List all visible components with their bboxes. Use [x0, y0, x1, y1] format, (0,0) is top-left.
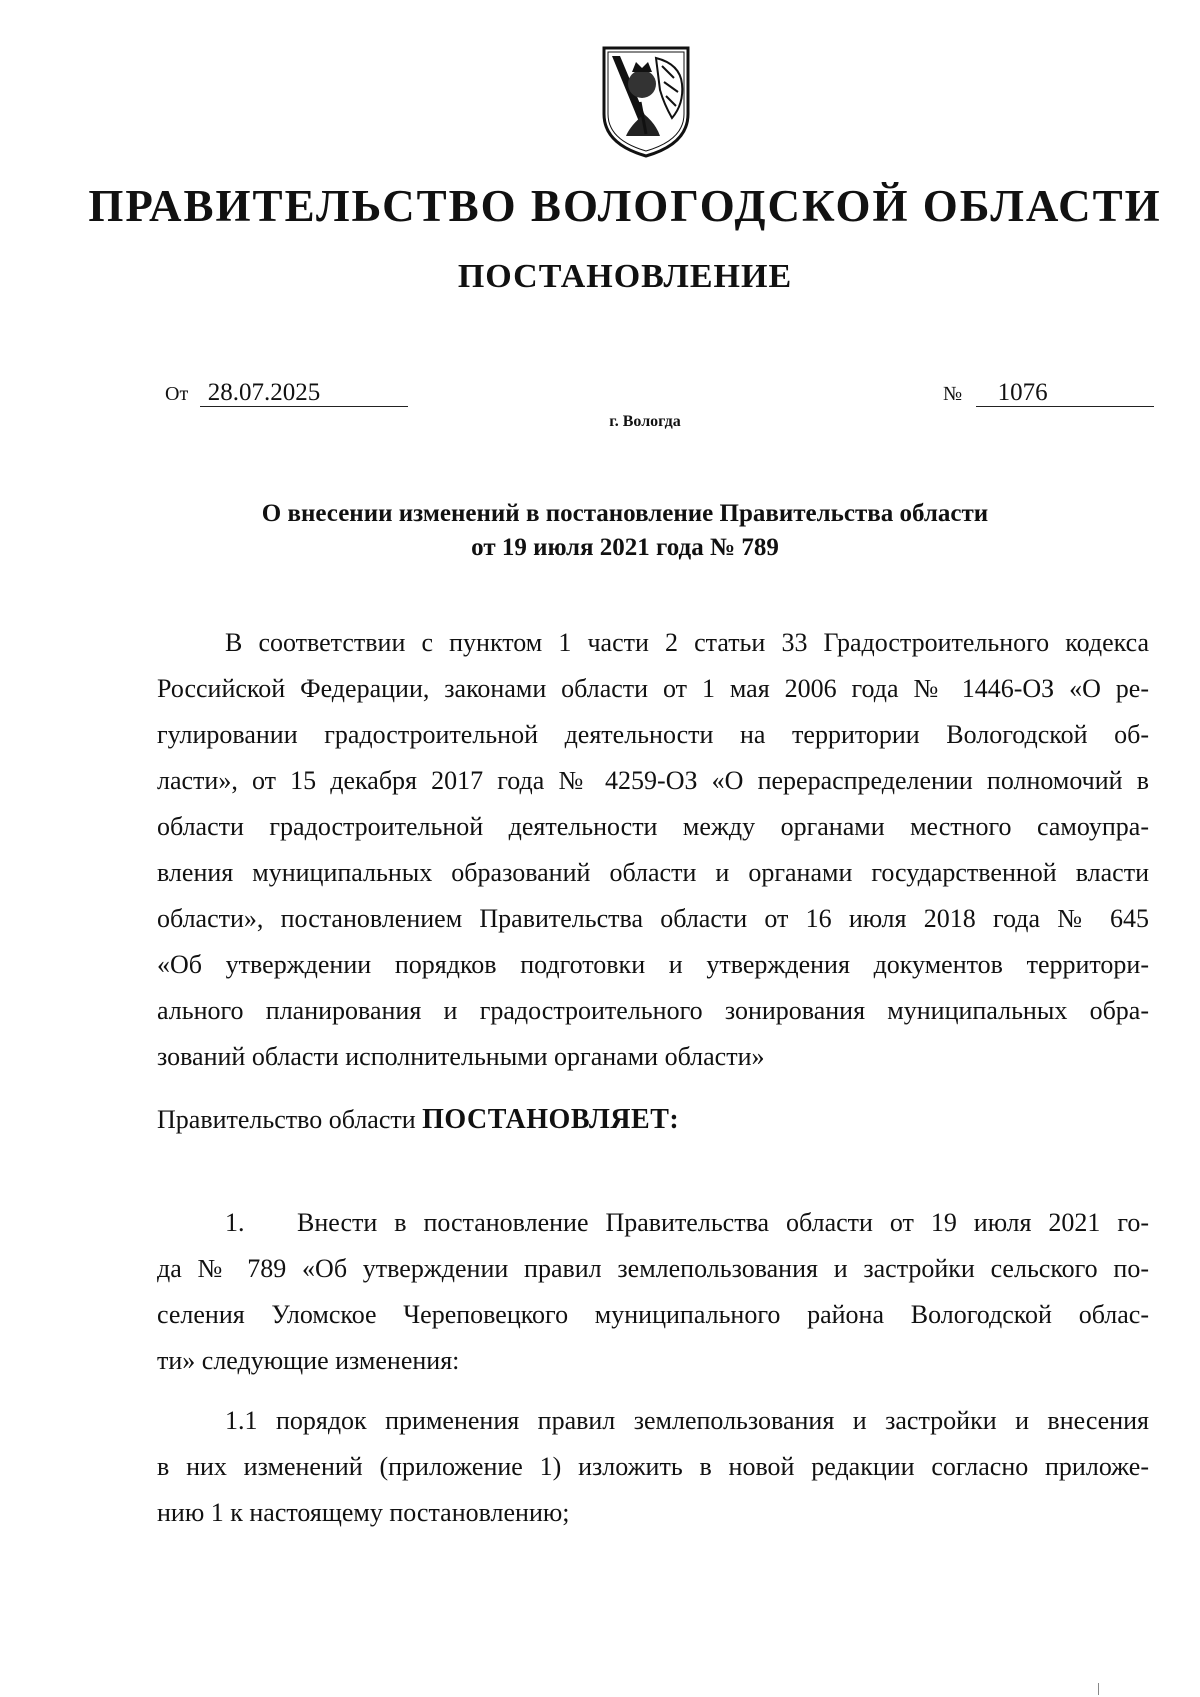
item-1-1 — [157, 1398, 1149, 1536]
preamble-line: области градостроительной деятельности между органами местного самоупра- — [157, 812, 1149, 841]
date-prefix: От — [165, 383, 189, 405]
subject-line-1: О внесении изменений в постановление Правительства области — [261, 500, 989, 527]
preamble-line: ласти», от 15 декабря 2017 года № 4259-ОЗ «О перераспределении полномочий в — [157, 766, 1149, 795]
preamble-line: «Об утверждении порядков подготовки и утверждения документов территори- — [157, 950, 1149, 979]
number-prefix: № — [943, 383, 963, 405]
preamble-line: вления муниципальных образований области и органами государственной власти — [157, 858, 1149, 887]
item-number: 1. — [225, 1208, 245, 1237]
item-line: селения Уломское Череповецкого муниципального района Вологодской облас- — [157, 1300, 1149, 1329]
preamble-line: зований области исполнительными органами области» — [157, 1042, 765, 1071]
preamble-line: В соответствии с пунктом 1 части 2 статьи 33 Градостроительного кодекса — [225, 628, 1149, 657]
document-date-row — [165, 380, 408, 407]
subitem-line: 1.1 порядок применения правил землепользования и застройки и внесения — [225, 1406, 1149, 1435]
subitem-line: нию 1 к настоящему постановлению; — [157, 1498, 570, 1527]
vologda-coat-of-arms-icon — [600, 44, 692, 160]
item-line — [157, 1200, 1149, 1246]
scan-mark — [1098, 1683, 1099, 1695]
item-line: да № 789 «Об утверждении правил землепользования и застройки сельского по- — [157, 1254, 1149, 1283]
subitem-line: в них изменений (приложение 1) изложить в новой редакции согласно приложе- — [157, 1452, 1149, 1481]
preamble-line: ального планирования и градостроительного зонирования муниципальных обра- — [157, 996, 1149, 1025]
document-date: 28.07.2025 — [200, 380, 408, 407]
city-label: г. Вологда — [609, 413, 681, 430]
document-number-row — [943, 380, 1154, 407]
organization-title: ПРАВИТЕЛЬСТВО ВОЛОГОДСКОЙ ОБЛАСТИ — [88, 181, 1162, 231]
item-1 — [157, 1200, 1149, 1384]
document-number: 1076 — [976, 380, 1154, 407]
item-line: ти» следующие изменения: — [157, 1346, 460, 1375]
subject-line-2: от 19 июля 2021 года № 789 — [471, 534, 779, 561]
preamble-line: области», постановлением Правительства области от 16 июля 2018 года № 645 — [157, 904, 1149, 933]
resolving-clause — [157, 1104, 679, 1136]
preamble-line: гулировании градостроительной деятельности на территории Вологодской об- — [157, 720, 1149, 749]
preamble-paragraph — [157, 620, 1149, 1080]
preamble-line: Российской Федерации, законами области от 1 мая 2006 года № 1446-ОЗ «О ре- — [157, 674, 1149, 703]
item-line-text: Внести в постановление Правительства области от 19 июля 2021 го- — [297, 1208, 1149, 1237]
document-subject — [0, 497, 1200, 565]
document-type: ПОСТАНОВЛЕНИЕ — [457, 258, 793, 295]
resolving-word: ПОСТАНОВЛЯЕТ: — [422, 1104, 680, 1135]
resolving-body: Правительство области — [157, 1105, 416, 1134]
